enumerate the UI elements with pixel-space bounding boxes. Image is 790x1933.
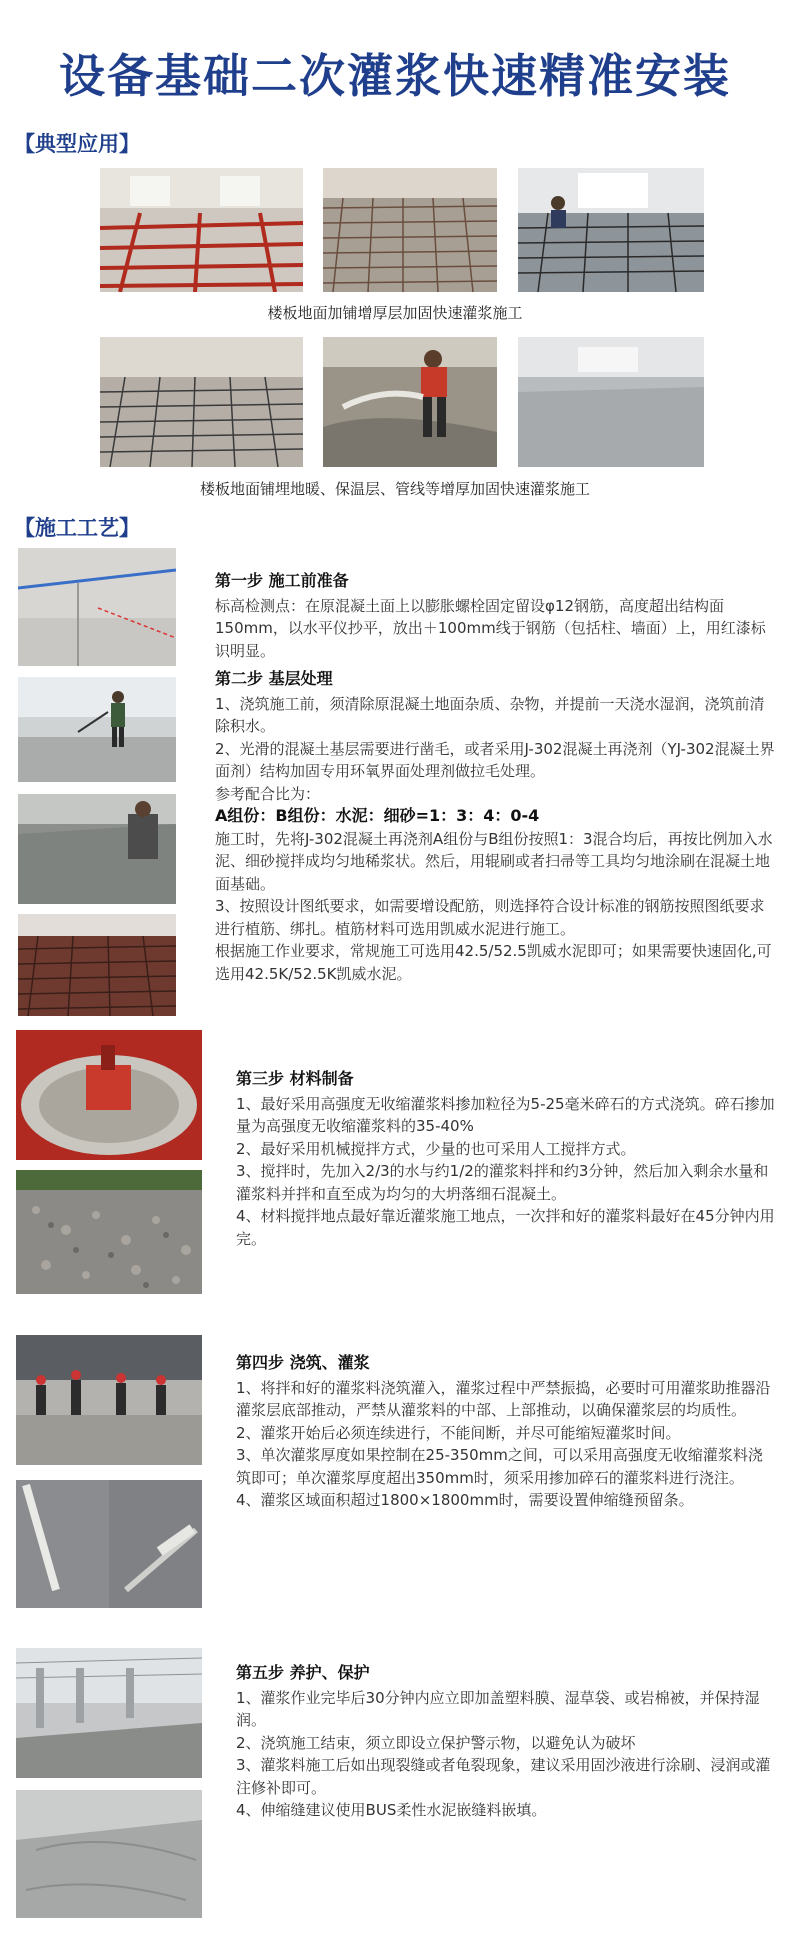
step-paragraph: 标高检测点：在原混凝土面上以膨胀螺栓固定留设φ12钢筋，高度超出结构面150mm，以水平仪抄平，放出＋100mm线于钢筋（包括柱、墙面）上，用红漆标识明显。 — [215, 596, 766, 660]
step-5 — [236, 1662, 776, 1822]
step-paragraph: 2、光滑的混凝土基层需要进行凿毛，或者采用J-302混凝土再浇剂（YJ-302混凝土界面剂）结构加固专用环氧界面处理剂做拉毛处理。 — [215, 739, 775, 780]
section-heading-typical: 【典型应用】 — [14, 132, 140, 156]
photo-worker-rebar-room — [518, 168, 704, 292]
photo-cured-surface — [16, 1790, 202, 1918]
section-heading-craft: 【施工工艺】 — [14, 516, 140, 540]
step-title: 第四步 浇筑、灌浆 — [236, 1353, 370, 1372]
photo-mixer-drum — [16, 1030, 202, 1160]
step-paragraph: 3、搅拌时，先加入2/3的水与约1/2的灌浆料拌和约3分钟，然后加入剩余水量和灌浆料并拌和直至成为均匀的大坍落细石混凝土。 — [236, 1162, 769, 1203]
step-paragraph: 1、灌浆作业完毕后30分钟内应立即加盖塑料膜、湿草袋、或岩棉被，并保持湿润。 — [236, 1688, 760, 1729]
step-paragraph: 3、单次灌浆厚度如果控制在25-350mm之间，可以采用高强度无收缩灌浆料浇筑即可；单次灌浆厚度超出350mm时，须采用掺加碎石的灌浆料进行浇注。 — [236, 1446, 763, 1487]
photo-brushing-agent — [18, 794, 176, 904]
step-paragraph: 参考配合比为： — [215, 784, 321, 803]
step-paragraph: 2、灌浆开始后必须连续进行，不能间断，并尽可能缩短灌浆时间。 — [236, 1423, 681, 1442]
caption-row1: 楼板地面加铺增厚层加固快速灌浆施工 — [267, 304, 523, 322]
photo-level-marking — [18, 548, 176, 666]
photo-curing-hall — [16, 1648, 202, 1778]
step-paragraph: 3、按照设计图纸要求，如需要增设配筋，则选择符合设计标准的钢筋按照图纸要求进行植筋、绑扎。植筋材料可选用凯威水泥进行施工。 — [215, 897, 765, 938]
step-paragraph: 施工时，先将J-302混凝土再浇剂A组份与B组份按照1：3混合均后，再按比例加入水泥、细砂搅拌成均匀地稀浆状。然后，用辊刷或者扫帚等工具均匀地涂刷在混凝土地面基础。 — [215, 829, 773, 893]
step-paragraph: 根据施工作业要求，常规施工可选用42.5/52.5凯威水泥即可；如果需要快速固化,可选用42.5K/52.5K凯威水泥。 — [215, 942, 772, 983]
step-paragraph: 4、伸缩缝建议使用BUS柔性水泥嵌缝料嵌填。 — [236, 1801, 547, 1819]
step-2 — [215, 668, 775, 985]
mix-ratio: A组份：B组份：水泥：细砂=1：3：4：0-4 — [215, 806, 540, 825]
step-4 — [236, 1352, 776, 1512]
photo-watering-base — [18, 677, 176, 782]
step-title: 第二步 基层处理 — [215, 669, 333, 688]
photo-steel-frame-floor — [100, 168, 303, 292]
step-title: 第五步 养护、保护 — [236, 1663, 370, 1682]
photo-grout-tools — [16, 1480, 202, 1608]
step-paragraph: 3、灌浆料施工后如出现裂缝或者龟裂现象，建议采用固沙液进行涂刷、浸润或灌注修补即可。 — [236, 1756, 771, 1797]
photo-crushed-stone — [16, 1170, 202, 1294]
photo-pouring-crew — [16, 1335, 202, 1465]
photo-rebar-binding — [18, 914, 176, 1016]
page-title: 设备基础二次灌浆快速精准安装 — [59, 49, 731, 103]
step-paragraph: 1、将拌和好的灌浆料浇筑灌入，灌浆过程中严禁振捣，必要时可用灌浆助推器沿灌浆层底部推动，严禁从灌浆料的中部、上部推动，以确保灌浆层的均质性。 — [236, 1378, 771, 1419]
photo-finished-grout-floor — [518, 337, 704, 467]
photo-rebar-mesh-floor — [323, 168, 497, 292]
step-paragraph: 1、浇筑施工前，须清除原混凝土地面杂质、杂物，并提前一天浇水湿润，浇筑前清除积水。 — [215, 694, 765, 735]
step-paragraph: 4、材料搅拌地点最好靠近灌浆施工地点，一次拌和好的灌浆料最好在45分钟内用完。 — [236, 1207, 775, 1248]
photo-worker-pouring-grout — [323, 337, 497, 467]
step-paragraph: 1、最好采用高强度无收缩灌浆料掺加粒径为5-25毫米碎石的方式浇筑。碎石掺加量为高强度无收缩灌浆料的35-40% — [236, 1094, 775, 1135]
photo-floor-heating-mesh — [100, 337, 303, 467]
step-paragraph: 2、最好采用机械搅拌方式，少量的也可采用人工搅拌方式。 — [236, 1139, 636, 1158]
step-paragraph: 2、浇筑施工结束，须立即设立保护警示物，以避免认为破坏 — [236, 1733, 636, 1752]
step-title: 第三步 材料制备 — [236, 1069, 354, 1088]
step-title: 第一步 施工前准备 — [215, 571, 349, 590]
step-3 — [236, 1068, 776, 1250]
step-paragraph: 4、灌浆区域面积超过1800×1800mm时，需要设置伸缩缝预留条。 — [236, 1491, 694, 1509]
step-1 — [215, 570, 775, 662]
caption-row2: 楼板地面铺埋地暖、保温层、管线等增厚加固快速灌浆施工 — [199, 480, 590, 498]
